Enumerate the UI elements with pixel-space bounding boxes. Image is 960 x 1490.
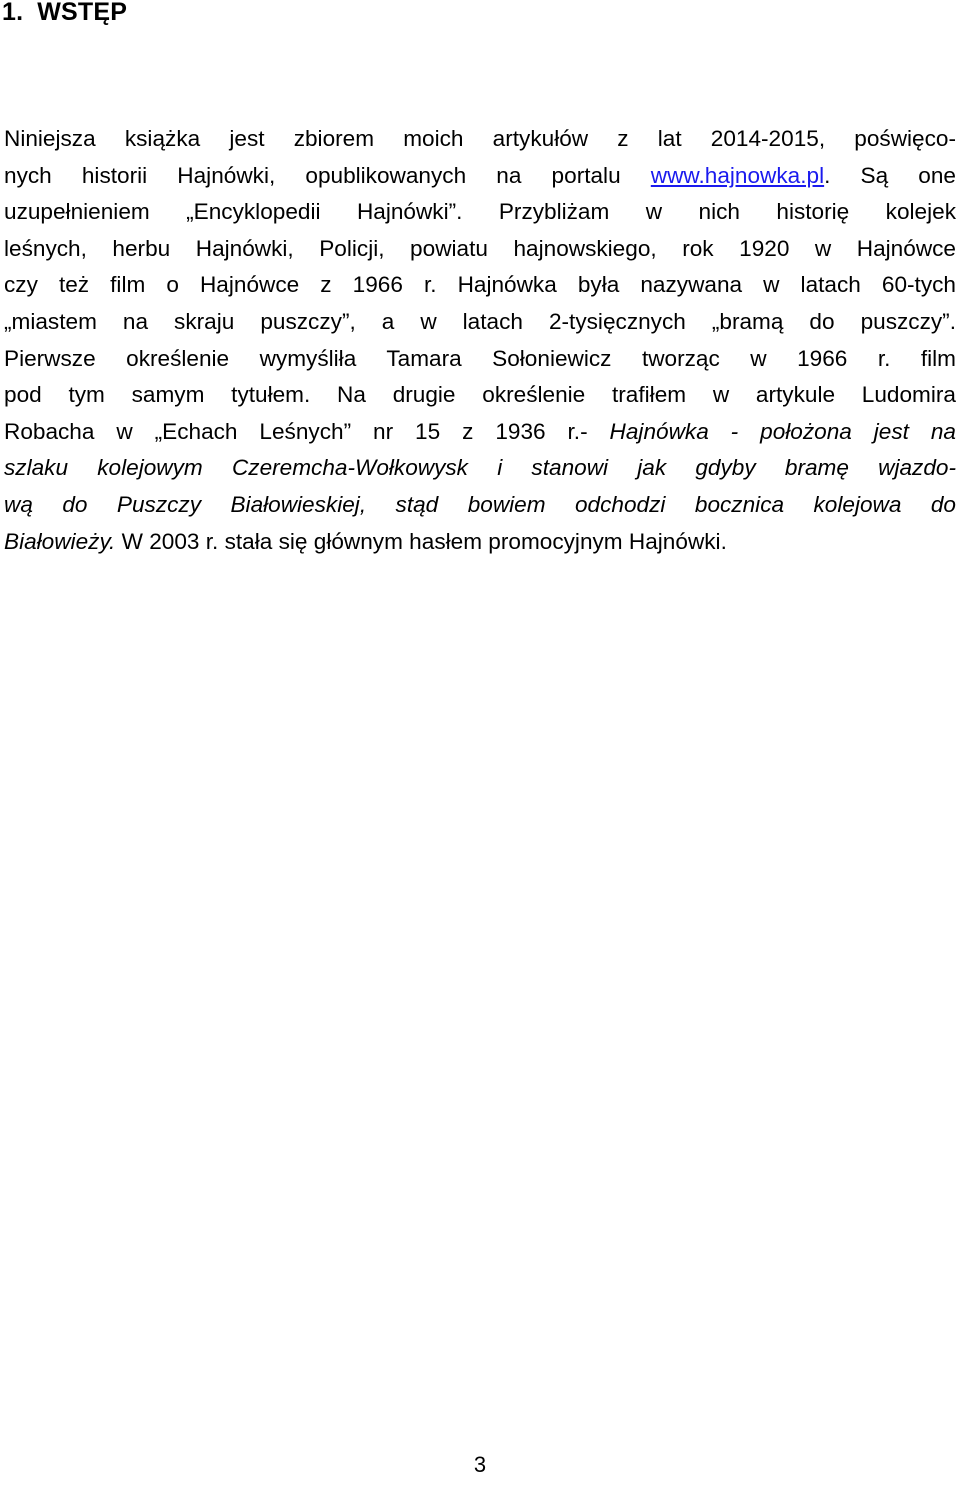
paragraph-line [4, 487, 956, 524]
paragraph-line [4, 267, 956, 304]
quoted-text: Białowieży. [4, 528, 116, 554]
paragraph-line [4, 304, 956, 341]
text-segment: . Są one [824, 162, 956, 188]
chapter-heading [2, 0, 127, 30]
quoted-text: wą do Puszczy Białowieskiej, stąd bowiem odchodzi bocznica kolejowa do [4, 491, 956, 517]
text-segment: nych historii Hajnówki, opublikowanych na portalu [4, 162, 651, 188]
paragraph-line [4, 524, 956, 561]
text-segment: leśnych, herbu Hajnówki, Policji, powiatu hajnowskiego, rok 1920 w Hajnówce [4, 235, 956, 261]
text-segment: Pierwsze określenie wymyśliła Tamara Sołoniewicz tworząc w 1966 r. film [4, 345, 956, 371]
text-segment: uzupełnieniem „Encyklopedii Hajnówki”. Przybliżam w nich historię kolejek [4, 199, 956, 225]
text-segment: Robacha w „Echach Leśnych” nr 15 z 1936 r.- [4, 418, 610, 444]
paragraph-line [4, 158, 956, 195]
paragraph-line [4, 231, 956, 268]
portal-link[interactable]: www.hajnowka.pl [650, 162, 825, 188]
intro-paragraph [4, 121, 956, 560]
paragraph-line [4, 450, 956, 487]
text-segment: pod tym samym tytułem. Na drugie określenie trafiłem w artykule Ludomira [4, 382, 956, 408]
quoted-text: szlaku kolejowym Czeremcha-Wołkowysk i stanowi jak gdyby bramę wjazdo- [4, 455, 956, 481]
paragraph-line [4, 121, 956, 158]
paragraph-line [4, 194, 956, 231]
chapter-title: WSTĘP [37, 0, 128, 26]
paragraph-line [4, 414, 956, 451]
page-number: 3 [473, 1452, 487, 1477]
quoted-text: Hajnówka - położona jest na [609, 418, 956, 444]
text-segment: Niniejsza książka jest zbiorem moich artykułów z lat 2014-2015, poświęco- [4, 126, 956, 151]
text-segment: W 2003 r. stała się głównym hasłem promocyjnym Hajnówki. [115, 528, 727, 554]
text-segment: „miastem na skraju puszczy”, a w latach 2-tysięcznych „bramą do puszczy”. [4, 308, 956, 334]
paragraph-line [4, 377, 956, 414]
chapter-number: 1. [2, 0, 24, 26]
text-segment: czy też film o Hajnówce z 1966 r. Hajnówka była nazywana w latach 60-tych [4, 272, 956, 298]
paragraph-line [4, 341, 956, 378]
